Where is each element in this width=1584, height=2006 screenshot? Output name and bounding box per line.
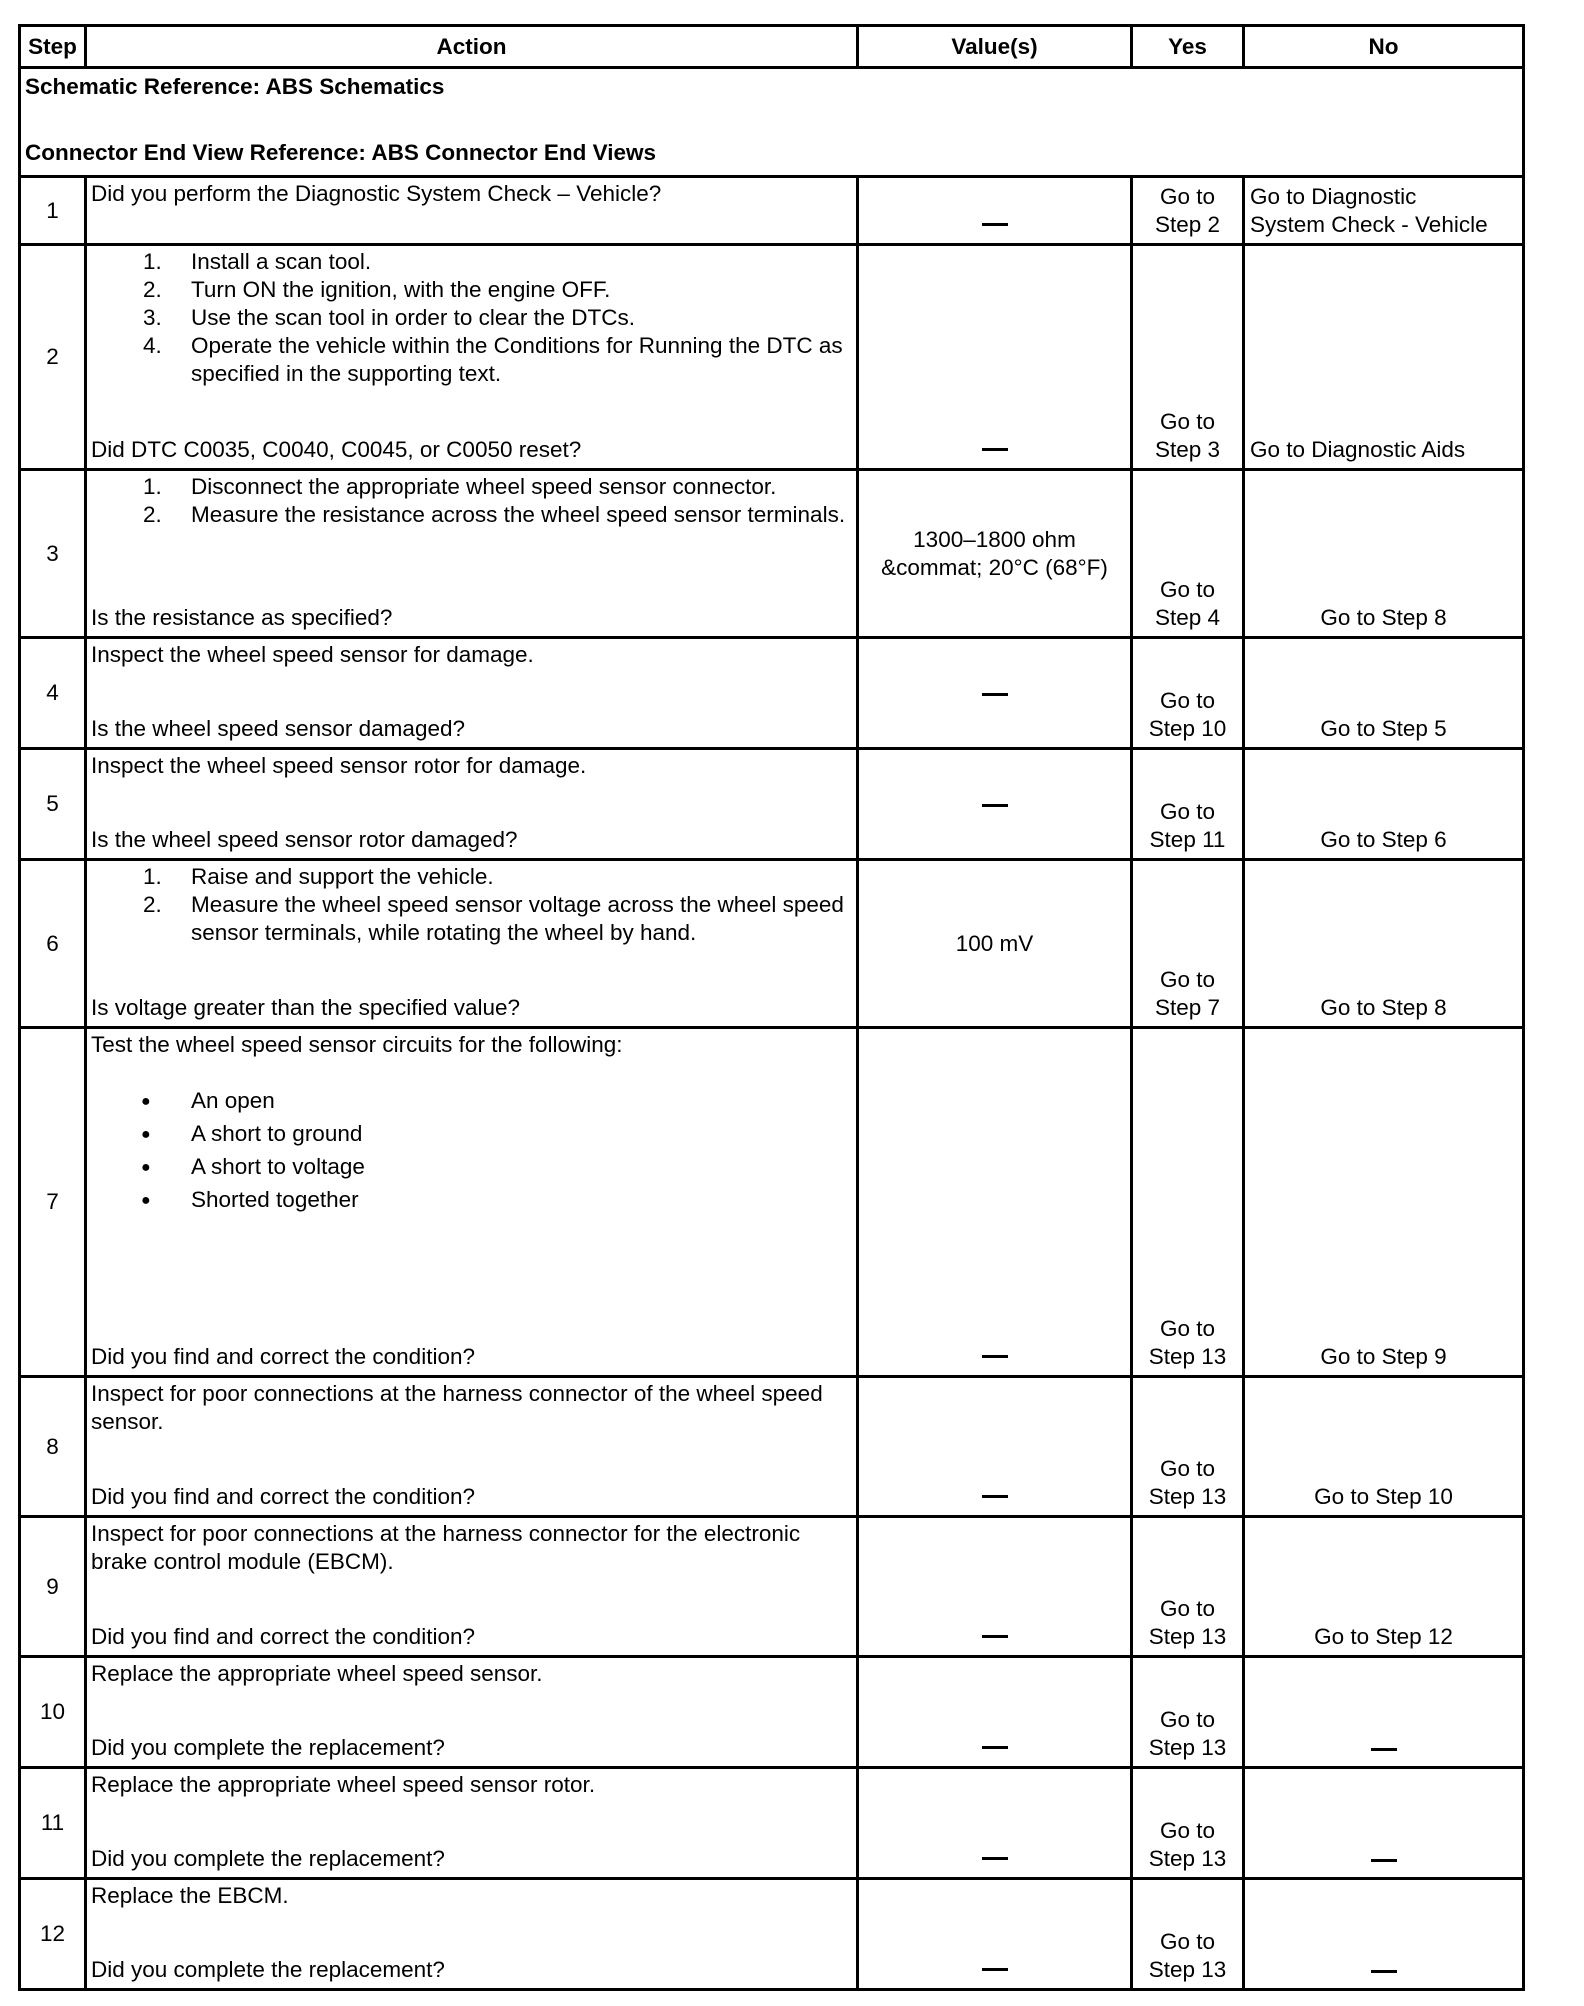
dash-icon	[1371, 1748, 1397, 1751]
step-number: 1	[20, 177, 86, 245]
diagnostic-table	[18, 24, 1525, 1991]
list-item: Turn ON the ignition, with the engine OFF.	[191, 277, 611, 302]
step-number: 4	[20, 638, 86, 749]
table-row	[20, 1517, 1524, 1657]
yes-line: Step 13	[1148, 1624, 1227, 1649]
dash-icon	[982, 448, 1008, 451]
action-cell	[86, 245, 858, 470]
yes-cell	[1132, 638, 1244, 749]
action-text: Did you perform the Diagnostic System Check – Vehicle?	[91, 181, 662, 206]
action-text: Inspect the wheel speed sensor rotor for damage.	[91, 753, 587, 778]
yes-cell	[1132, 1768, 1244, 1879]
yes-line: Step 11	[1149, 827, 1226, 852]
value-cell	[858, 1657, 1132, 1768]
table-row	[20, 245, 1524, 470]
dash-icon	[982, 1495, 1008, 1498]
question-text: Did you complete the replacement?	[91, 1735, 445, 1760]
step-number: 7	[20, 1028, 86, 1377]
no-cell: Go to Step 12	[1244, 1517, 1524, 1657]
question-text: Is the wheel speed sensor damaged?	[91, 716, 465, 741]
yes-line: Step 13	[1148, 1846, 1227, 1871]
yes-line: Go to	[1159, 409, 1216, 434]
list-item: ● A short to voltage	[191, 1153, 852, 1186]
value-cell	[858, 749, 1132, 860]
yes-cell	[1132, 1517, 1244, 1657]
header-step: Step	[20, 26, 86, 68]
action-cell	[86, 749, 858, 860]
dash-icon	[982, 1635, 1008, 1638]
yes-line: Go to	[1159, 1456, 1216, 1481]
yes-cell	[1132, 470, 1244, 638]
dash-icon	[1371, 1859, 1397, 1862]
yes-line: Go to	[1159, 688, 1216, 713]
yes-line: Go to	[1159, 577, 1216, 602]
dash-icon	[982, 1746, 1008, 1749]
no-cell: Go to Step 5	[1244, 638, 1524, 749]
yes-line: Go to	[1159, 1316, 1216, 1341]
yes-cell	[1132, 1028, 1244, 1377]
step-number: 8	[20, 1377, 86, 1517]
action-text: Replace the appropriate wheel speed sensor rotor.	[91, 1772, 596, 1797]
yes-line: Step 4	[1154, 605, 1221, 630]
no-line: System Check - Vehicle	[1250, 212, 1488, 237]
action-cell	[86, 1517, 858, 1657]
action-cell	[86, 470, 858, 638]
yes-cell	[1132, 245, 1244, 470]
table-row	[20, 177, 1524, 245]
yes-line: Go to	[1159, 1596, 1216, 1621]
header-values: Value(s)	[858, 26, 1132, 68]
no-cell: Go to Step 10	[1244, 1377, 1524, 1517]
connector-reference: Connector End View Reference: ABS Connector End Views	[25, 140, 656, 165]
question-text: Is the wheel speed sensor rotor damaged?	[91, 827, 518, 852]
dash-icon	[982, 1968, 1008, 1971]
list-item: Use the scan tool in order to clear the DTCs.	[191, 305, 635, 330]
procedure-list	[91, 863, 852, 947]
yes-cell	[1132, 749, 1244, 860]
yes-line: Step 13	[1148, 1735, 1227, 1760]
step-number: 11	[20, 1768, 86, 1879]
list-item: ● Shorted together	[191, 1186, 852, 1219]
reference-row	[20, 68, 1524, 177]
list-item: Raise and support the vehicle.	[191, 864, 494, 889]
table-row	[20, 638, 1524, 749]
table-row	[20, 1028, 1524, 1377]
action-text: Replace the appropriate wheel speed sensor.	[91, 1661, 543, 1686]
question-text: Is voltage greater than the specified value?	[91, 995, 521, 1020]
yes-line: Go to	[1159, 1818, 1216, 1843]
procedure-list	[91, 473, 852, 529]
list-item: Operate the vehicle within the Conditions for Running the DTC as specified in the supporting text.	[191, 333, 843, 386]
value-cell	[858, 245, 1132, 470]
header-no: No	[1244, 26, 1524, 68]
table-row	[20, 749, 1524, 860]
list-item: Measure the wheel speed sensor voltage across the wheel speed sensor terminals, while rotating the wheel by hand.	[191, 892, 844, 945]
no-cell: Go to Step 8	[1244, 860, 1524, 1028]
no-cell: Go to Step 8	[1244, 470, 1524, 638]
table-row	[20, 860, 1524, 1028]
yes-line: Step 13	[1148, 1484, 1227, 1509]
yes-cell	[1132, 1879, 1244, 1990]
action-cell	[86, 177, 858, 245]
value-cell	[858, 1879, 1132, 1990]
yes-line: Step 13	[1148, 1344, 1227, 1369]
dash-icon	[982, 804, 1008, 807]
dash-icon	[1371, 1970, 1397, 1973]
value-line: &commat; 20°C (68°F)	[881, 554, 1108, 580]
no-cell	[1244, 1879, 1524, 1990]
action-cell	[86, 638, 858, 749]
condition-list	[91, 1087, 852, 1219]
procedure-list	[91, 248, 852, 388]
value-cell	[858, 1768, 1132, 1879]
yes-line: Go to	[1159, 184, 1216, 209]
table-row	[20, 1768, 1524, 1879]
action-cell	[86, 860, 858, 1028]
value-line: 1300–1800 ohm	[913, 526, 1076, 552]
header-action: Action	[86, 26, 858, 68]
step-number: 10	[20, 1657, 86, 1768]
schematic-reference: Schematic Reference: ABS Schematics	[25, 74, 445, 99]
yes-line: Go to	[1159, 967, 1216, 992]
no-cell: Go to Step 6	[1244, 749, 1524, 860]
action-cell	[86, 1028, 858, 1377]
yes-line: Step 13	[1148, 1957, 1227, 1982]
question-text: Did you complete the replacement?	[91, 1957, 445, 1982]
header-yes: Yes	[1132, 26, 1244, 68]
header-row	[20, 26, 1524, 68]
question-text: Did you find and correct the condition?	[91, 1484, 475, 1509]
yes-line: Go to	[1159, 1707, 1216, 1732]
reference-cell	[20, 68, 1524, 177]
value-cell	[858, 470, 1132, 638]
no-cell	[1244, 177, 1524, 245]
dash-icon	[982, 223, 1008, 226]
table-row	[20, 1879, 1524, 1990]
yes-cell	[1132, 177, 1244, 245]
action-text: Test the wheel speed sensor circuits for the following:	[91, 1032, 623, 1057]
action-cell	[86, 1377, 858, 1517]
no-cell	[1244, 1768, 1524, 1879]
step-number: 2	[20, 245, 86, 470]
value-cell	[858, 1377, 1132, 1517]
question-text: Did DTC C0035, C0040, C0045, or C0050 reset?	[91, 437, 582, 462]
action-text: Inspect the wheel speed sensor for damage.	[91, 642, 534, 667]
action-text: Replace the EBCM.	[91, 1883, 289, 1908]
action-cell	[86, 1657, 858, 1768]
list-item: Measure the resistance across the wheel speed sensor terminals.	[191, 502, 846, 527]
question-text: Did you find and correct the condition?	[91, 1624, 475, 1649]
yes-line: Step 2	[1154, 212, 1221, 237]
no-cell	[1244, 1657, 1524, 1768]
value-cell	[858, 638, 1132, 749]
dash-icon	[982, 1355, 1008, 1358]
value-cell	[858, 1517, 1132, 1657]
yes-line: Step 3	[1154, 437, 1221, 462]
dash-icon	[982, 693, 1008, 696]
action-cell	[86, 1879, 858, 1990]
list-item: ● An open	[191, 1087, 852, 1120]
action-text: Inspect for poor connections at the harness connector of the wheel speed sensor.	[91, 1381, 823, 1434]
dash-icon	[982, 1857, 1008, 1860]
yes-cell	[1132, 1657, 1244, 1768]
value-cell	[858, 1028, 1132, 1377]
table-row	[20, 470, 1524, 638]
no-cell: Go to Step 9	[1244, 1028, 1524, 1377]
value-cell	[858, 177, 1132, 245]
table-row	[20, 1377, 1524, 1517]
action-cell	[86, 1768, 858, 1879]
step-number: 5	[20, 749, 86, 860]
step-number: 9	[20, 1517, 86, 1657]
value-cell: 100 mV	[858, 860, 1132, 1028]
yes-line: Step 10	[1148, 716, 1227, 741]
step-number: 3	[20, 470, 86, 638]
list-item: Disconnect the appropriate wheel speed sensor connector.	[191, 474, 777, 499]
yes-line: Step 7	[1154, 995, 1221, 1020]
question-text: Is the resistance as specified?	[91, 605, 393, 630]
yes-line: Go to	[1159, 1929, 1216, 1954]
table-row	[20, 1657, 1524, 1768]
step-number: 6	[20, 860, 86, 1028]
no-line: Go to Diagnostic	[1250, 184, 1417, 209]
action-text: Inspect for poor connections at the harness connector for the electronic brake control module (EBCM).	[91, 1521, 801, 1574]
question-text: Did you find and correct the condition?	[91, 1344, 475, 1369]
list-item: ● A short to ground	[191, 1120, 852, 1153]
question-text: Did you complete the replacement?	[91, 1846, 445, 1871]
step-number: 12	[20, 1879, 86, 1990]
yes-cell	[1132, 1377, 1244, 1517]
no-cell: Go to Diagnostic Aids	[1244, 245, 1524, 470]
yes-cell	[1132, 860, 1244, 1028]
yes-line: Go to	[1159, 799, 1216, 824]
list-item: Install a scan tool.	[191, 249, 372, 274]
